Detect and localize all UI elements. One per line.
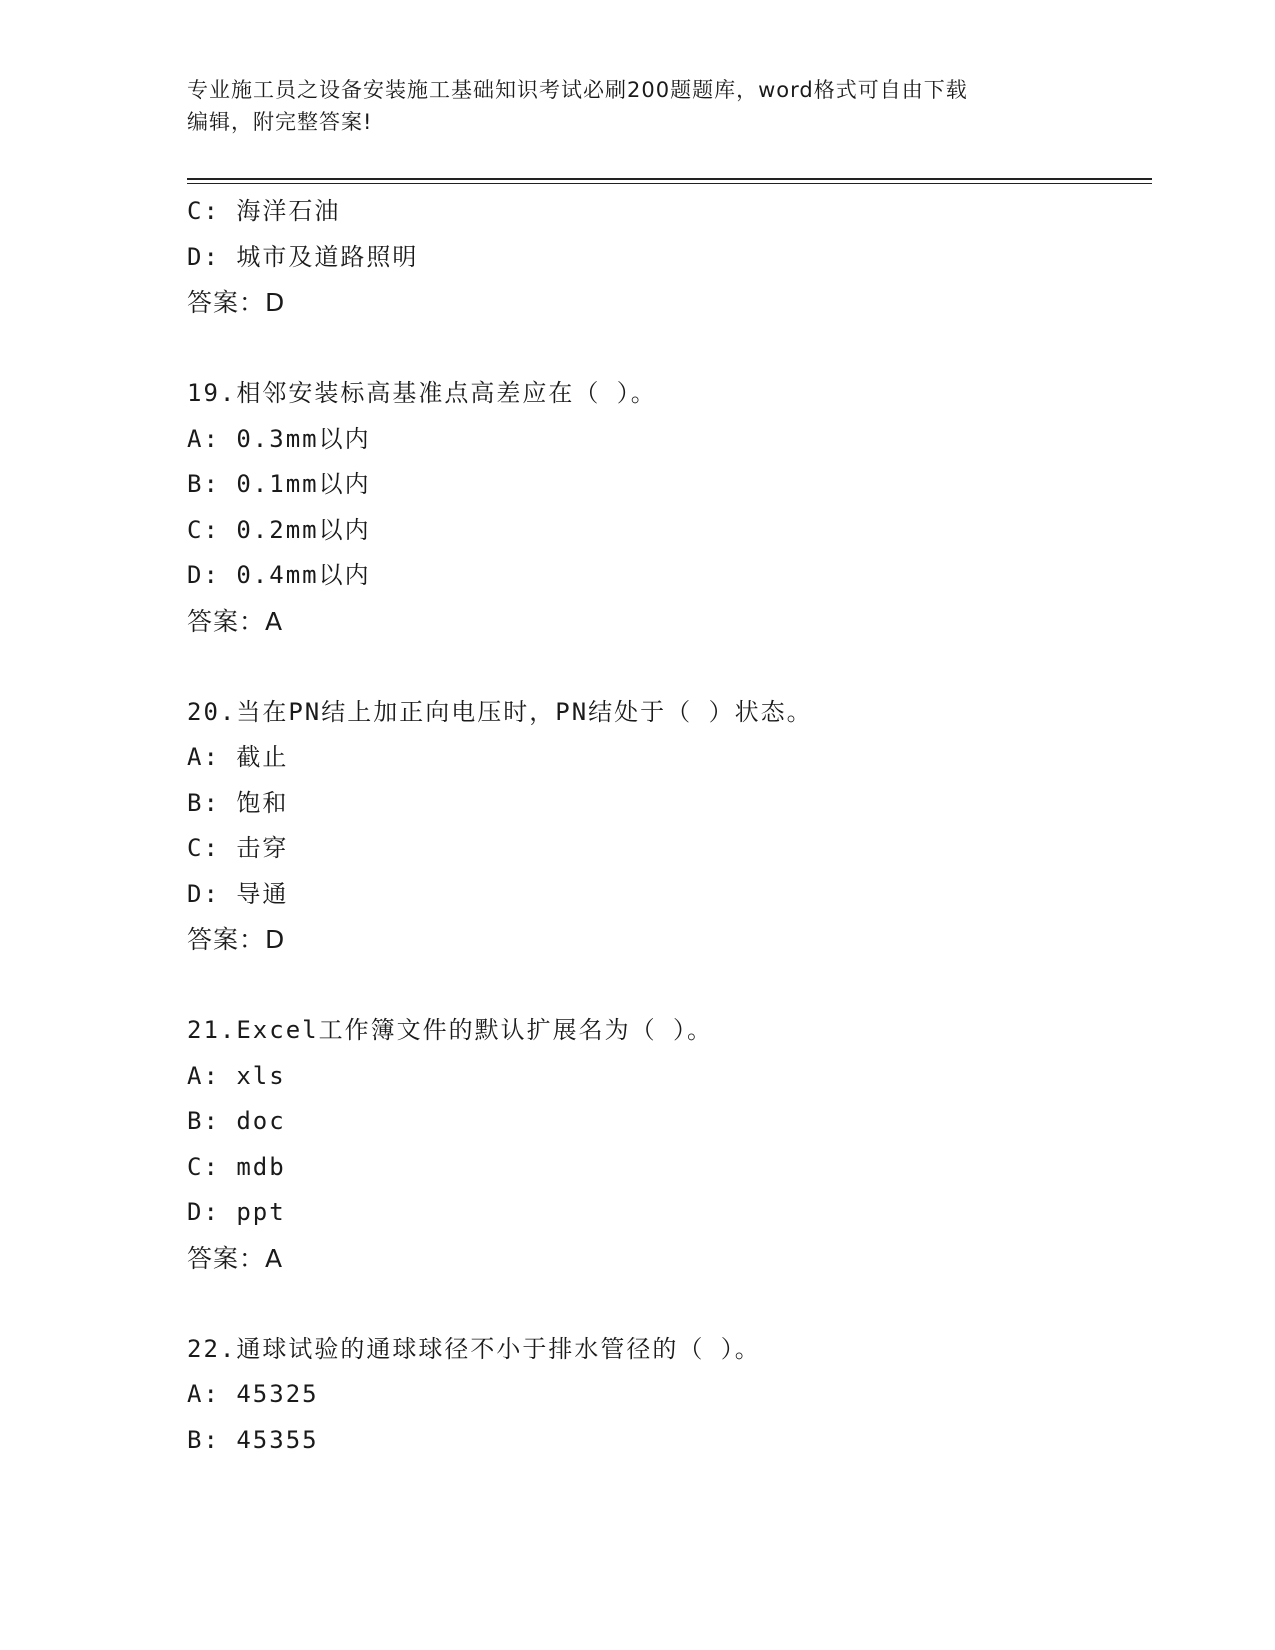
header-divider-thick xyxy=(187,178,1152,180)
option-d: D: 0.4mm以内 xyxy=(187,561,371,589)
option-d: D: ppt xyxy=(187,1198,286,1226)
header-divider-thin xyxy=(187,183,1152,184)
option-b: B: doc xyxy=(187,1107,286,1135)
option-b: B: 45355 xyxy=(187,1425,319,1454)
option-b: B: 0.1mm以内 xyxy=(187,470,371,498)
option-b: B: 饱和 xyxy=(187,788,289,817)
option-a: A: xls xyxy=(187,1061,286,1090)
question-text: 20.当在PN结上加正向电压时，PN结处于（ ）状态。 xyxy=(187,697,813,726)
answer-line: 答案：A xyxy=(187,1243,284,1273)
answer-line: 答案：D xyxy=(187,288,286,317)
spacer xyxy=(187,326,1152,372)
option-c: C: mdb xyxy=(187,1152,286,1181)
option-c: C: 击穿 xyxy=(187,834,289,862)
answer-line: 答案：A xyxy=(187,606,284,636)
question-list xyxy=(187,189,1152,1463)
question-20 xyxy=(187,690,1152,963)
option-a: A: 0.3mm以内 xyxy=(187,424,371,453)
question-text: 22.通球试验的通球球径不小于排水管径的（ ）。 xyxy=(187,1334,761,1363)
option-d: D: 导通 xyxy=(187,879,289,908)
spacer xyxy=(187,644,1152,690)
option-a: A: 45325 xyxy=(187,1380,319,1408)
answer-line: 答案：D xyxy=(187,925,286,954)
header-title-line-2: 编辑，附完整答案! xyxy=(187,110,373,134)
document-header xyxy=(187,74,1087,138)
question-18 xyxy=(187,189,1152,326)
option-d: D: 城市及道路照明 xyxy=(187,242,419,271)
question-21 xyxy=(187,1008,1152,1281)
question-text: 21.Excel工作簿文件的默认扩展名为（ ）。 xyxy=(187,1016,714,1044)
question-19 xyxy=(187,371,1152,644)
question-text: 19.相邻安装标高基准点高差应在（ ）。 xyxy=(187,379,657,407)
spacer xyxy=(187,1281,1152,1327)
option-c: C: 0.2mm以内 xyxy=(187,515,371,544)
spacer xyxy=(187,963,1152,1009)
header-title-line-1: 专业施工员之设备安装施工基础知识考试必刷200题题库，word格式可自由下载 xyxy=(187,78,968,102)
option-c: C: 海洋石油 xyxy=(187,197,341,225)
option-a: A: 截止 xyxy=(187,743,289,771)
question-22 xyxy=(187,1327,1152,1464)
